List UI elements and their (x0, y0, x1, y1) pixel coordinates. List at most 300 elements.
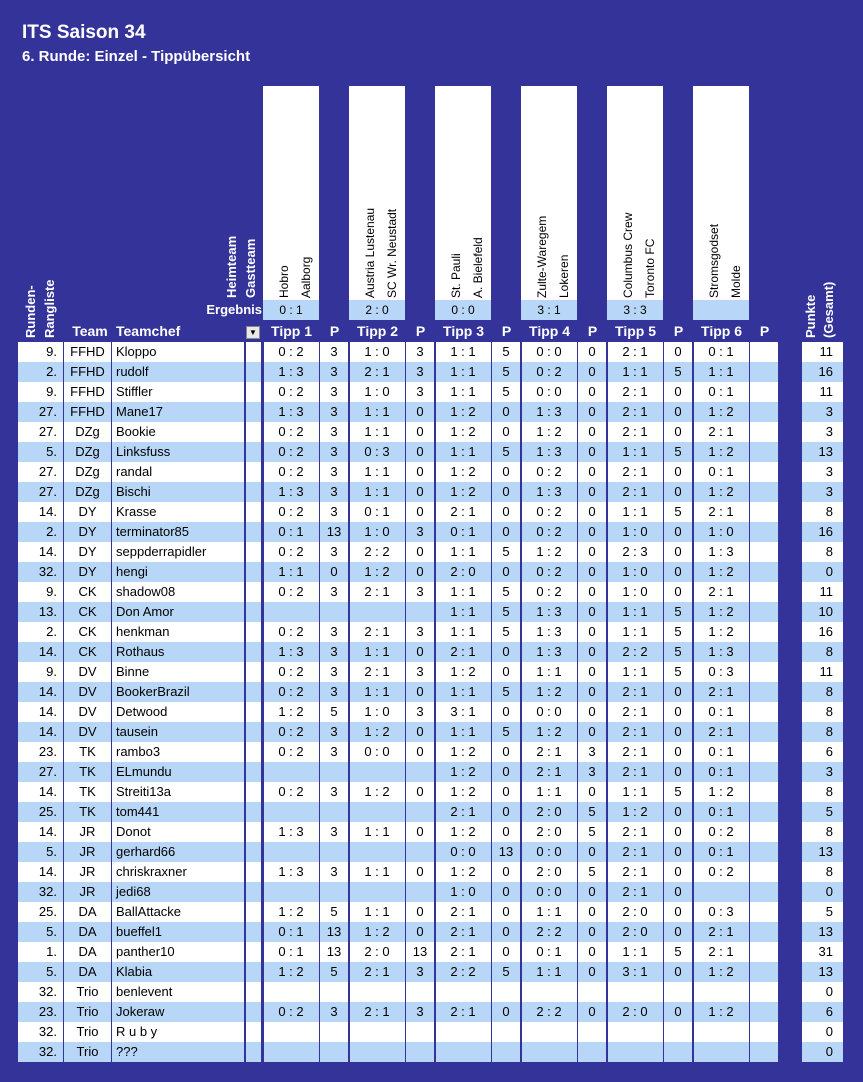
points-cell: 5 (578, 822, 607, 842)
spacer (794, 702, 802, 722)
tipp-cell: 2 : 1 (435, 902, 492, 922)
spacer (794, 522, 802, 542)
tipp-cell: 2 : 3 (607, 542, 664, 562)
spacer (794, 442, 802, 462)
points-cell: 0 (320, 562, 349, 582)
tipp-cell: 1 : 1 (435, 622, 492, 642)
points-cell: 5 (320, 902, 349, 922)
tipp-cell: 0 : 2 (263, 1002, 320, 1022)
table-row (18, 662, 844, 682)
points-cell: 0 (664, 922, 693, 942)
tipp-cell: 0 : 1 (693, 742, 750, 762)
points-cell: 0 (664, 462, 693, 482)
points-cell: 0 (492, 882, 521, 902)
spacer (794, 402, 802, 422)
spacer (794, 342, 802, 362)
points-cell: 3 (320, 422, 349, 442)
table-row (18, 822, 844, 842)
tipp-cell: 1 : 3 (521, 642, 578, 662)
tipp-cell: 2 : 1 (435, 802, 492, 822)
total-points-cell: 3 (802, 402, 844, 422)
team-cell: DA (64, 902, 112, 922)
tipp-cell: 2 : 1 (607, 342, 664, 362)
points-cell (750, 362, 779, 382)
spacer (794, 482, 802, 502)
total-points-cell: 8 (802, 702, 844, 722)
teamchef-cell: Krasse (112, 502, 262, 522)
tipp-cell: 1 : 2 (435, 862, 492, 882)
teamchef-cell: ELmundu (112, 762, 262, 782)
tipp-cell: 0 : 0 (521, 842, 578, 862)
tipp-cell: 2 : 1 (693, 502, 750, 522)
tipp-cell: 1 : 1 (521, 662, 578, 682)
tipp-cell: 1 : 1 (607, 502, 664, 522)
points-cell: 0 (578, 782, 607, 802)
tipp-cell: 1 : 2 (349, 782, 406, 802)
teamchef-cell: BookerBrazil (112, 682, 262, 702)
match-home-team: Columbus Crew (621, 212, 635, 298)
points-cell: 0 (492, 822, 521, 842)
spacer (794, 922, 802, 942)
points-cell: 0 (406, 642, 435, 662)
points-header-4: P (587, 323, 598, 339)
tipp-cell (693, 882, 750, 902)
points-cell (320, 842, 349, 862)
teamchef-cell: Klabia (112, 962, 262, 982)
points-cell (492, 982, 521, 1002)
total-points-cell: 16 (802, 522, 844, 542)
teamchef-cell: tausein (112, 722, 262, 742)
rank-cell: 25. (18, 802, 64, 822)
points-cell (406, 802, 435, 822)
points-cell: 0 (664, 1002, 693, 1022)
points-cell: 0 (492, 482, 521, 502)
total-points-cell: 31 (802, 942, 844, 962)
team-cell: DA (64, 942, 112, 962)
points-cell: 3 (320, 642, 349, 662)
total-points-cell: 8 (802, 782, 844, 802)
points-cell: 0 (406, 682, 435, 702)
teamchef-cell: Jokeraw (112, 1002, 262, 1022)
tipp-cell: 2 : 2 (607, 642, 664, 662)
points-cell (750, 902, 779, 922)
points-cell: 5 (664, 942, 693, 962)
team-cell: DY (64, 502, 112, 522)
tipp-cell: 1 : 1 (607, 622, 664, 642)
teamchef-cell: seppderrapidler (112, 542, 262, 562)
points-cell: 0 (578, 882, 607, 902)
points-cell (492, 1022, 521, 1042)
total-points-cell: 5 (802, 802, 844, 822)
rank-cell: 9. (18, 382, 64, 402)
rank-cell: 14. (18, 542, 64, 562)
points-cell (750, 842, 779, 862)
total-points-cell: 8 (802, 502, 844, 522)
tipp-cell: 0 : 2 (521, 502, 578, 522)
tipp-cell: 2 : 1 (607, 862, 664, 882)
tipp-cell: 2 : 1 (607, 762, 664, 782)
tipp-cell: 3 : 1 (607, 962, 664, 982)
team-cell: FFHD (64, 402, 112, 422)
gastteam-label: Gastteam (243, 238, 258, 298)
tipp-cell: 1 : 2 (521, 722, 578, 742)
total-points-cell: 3 (802, 422, 844, 442)
teamchef-cell: jedi68 (112, 882, 262, 902)
tipp-cell: 0 : 2 (263, 742, 320, 762)
points-cell (406, 842, 435, 862)
points-cell (750, 1002, 779, 1022)
table-row (18, 502, 844, 522)
tipp-cell (263, 1022, 320, 1042)
tipp-cell: 0 : 2 (263, 462, 320, 482)
points-cell (664, 1022, 693, 1042)
points-cell: 0 (492, 502, 521, 522)
points-cell: 3 (320, 862, 349, 882)
tipp-cell (263, 802, 320, 822)
points-cell: 0 (664, 422, 693, 442)
tipp-cell: 1 : 3 (263, 822, 320, 842)
points-cell: 0 (664, 862, 693, 882)
rank-cell: 14. (18, 502, 64, 522)
points-cell: 0 (492, 742, 521, 762)
tipp-cell: 2 : 1 (607, 382, 664, 402)
teamchef-cell: Binne (112, 662, 262, 682)
points-cell: 5 (664, 502, 693, 522)
points-cell: 13 (406, 942, 435, 962)
points-cell: 0 (578, 502, 607, 522)
tipp-cell: 1 : 1 (607, 442, 664, 462)
tipp-cell: 0 : 1 (263, 942, 320, 962)
tipp-cell: 1 : 0 (349, 702, 406, 722)
points-cell: 0 (406, 402, 435, 422)
points-cell: 3 (406, 382, 435, 402)
spacer (794, 962, 802, 982)
teamchef-cell: randal (112, 462, 262, 482)
points-cell (750, 582, 779, 602)
teamchef-cell: Donot (112, 822, 262, 842)
rank-cell: 14. (18, 722, 64, 742)
points-cell: 0 (664, 702, 693, 722)
tipp-cell: 0 : 0 (521, 882, 578, 902)
tipp-cell: 2 : 1 (349, 622, 406, 642)
tipp-cell (349, 842, 406, 862)
points-cell: 0 (492, 762, 521, 782)
rank-cell: 14. (18, 702, 64, 722)
tipp-cell: 1 : 1 (607, 602, 664, 622)
rank-cell: 5. (18, 922, 64, 942)
tipp-cell: 0 : 2 (521, 462, 578, 482)
total-points-cell: 8 (802, 822, 844, 842)
points-cell (664, 1042, 693, 1062)
points-cell: 0 (406, 862, 435, 882)
rank-cell: 5. (18, 962, 64, 982)
tipp-cell (693, 982, 750, 1002)
points-cell: 0 (406, 542, 435, 562)
table-row (18, 882, 844, 902)
table-row (18, 562, 844, 582)
tipp-cell: 1 : 1 (435, 382, 492, 402)
teamchef-cell: shadow08 (112, 582, 262, 602)
tipp-cell: 1 : 1 (435, 722, 492, 742)
tipp-cell: 2 : 1 (349, 662, 406, 682)
team-cell: TK (64, 742, 112, 762)
teamchef-cell: chriskraxner (112, 862, 262, 882)
tipp-cell: 1 : 2 (435, 822, 492, 842)
team-cell: DY (64, 562, 112, 582)
tipp-cell: 1 : 1 (349, 902, 406, 922)
total-points-cell: 6 (802, 1002, 844, 1022)
points-cell: 5 (664, 782, 693, 802)
tipp-cell: 1 : 3 (263, 862, 320, 882)
table-row (18, 1002, 844, 1022)
table-row (18, 802, 844, 822)
tipp-cell: 1 : 3 (693, 642, 750, 662)
column-separator (244, 342, 246, 1062)
points-cell: 0 (664, 682, 693, 702)
total-points-cell: 13 (802, 442, 844, 462)
tipp-cell: 0 : 2 (263, 502, 320, 522)
tipp-cell (607, 1042, 664, 1062)
rank-cell: 32. (18, 1042, 64, 1062)
points-cell: 3 (320, 442, 349, 462)
points-cell: 5 (492, 362, 521, 382)
team-cell: DA (64, 962, 112, 982)
tipp-cell: 2 : 1 (693, 682, 750, 702)
team-cell: DV (64, 662, 112, 682)
tipp-cell: 2 : 1 (435, 922, 492, 942)
points-cell: 0 (578, 962, 607, 982)
points-cell: 13 (320, 922, 349, 942)
points-cell (320, 762, 349, 782)
points-cell: 0 (664, 722, 693, 742)
table-row (18, 402, 844, 422)
tipp-cell: 0 : 2 (521, 582, 578, 602)
tipp-cell: 1 : 2 (349, 562, 406, 582)
tipp-cell: 1 : 2 (693, 782, 750, 802)
rank-cell: 32. (18, 882, 64, 902)
match-away-team: Molde (729, 265, 743, 298)
total-points-cell: 11 (802, 382, 844, 402)
tipp-header-6: Tipp 6 (701, 323, 742, 339)
tipp-cell: 1 : 2 (693, 1002, 750, 1022)
points-cell: 5 (492, 682, 521, 702)
tipp-cell: 0 : 0 (349, 742, 406, 762)
table-row (18, 702, 844, 722)
total-points-cell: 11 (802, 582, 844, 602)
tipp-cell: 1 : 0 (349, 382, 406, 402)
tipp-cell: 0 : 2 (263, 662, 320, 682)
points-cell: 0 (492, 662, 521, 682)
tipp-cell: 1 : 2 (693, 622, 750, 642)
match-away-team: A. Bielefeld (471, 237, 485, 298)
team-cell: DY (64, 522, 112, 542)
rank-cell: 32. (18, 982, 64, 1002)
tipp-cell: 1 : 1 (349, 642, 406, 662)
tipp-cell: 1 : 1 (607, 942, 664, 962)
total-points-cell: 6 (802, 742, 844, 762)
team-cell: JR (64, 822, 112, 842)
points-cell: 0 (492, 942, 521, 962)
tipp-cell: 1 : 1 (435, 582, 492, 602)
points-cell: 5 (492, 722, 521, 742)
tipp-cell: 2 : 0 (521, 862, 578, 882)
points-cell (406, 882, 435, 902)
tipp-cell: 0 : 3 (693, 662, 750, 682)
rank-cell: 5. (18, 442, 64, 462)
spacer (794, 582, 802, 602)
points-cell (664, 982, 693, 1002)
teamchef-cell: hengi (112, 562, 262, 582)
tipp-cell (263, 882, 320, 902)
points-cell (750, 682, 779, 702)
teamchef-cell: panther10 (112, 942, 262, 962)
spacer (794, 742, 802, 762)
rank-cell: 9. (18, 582, 64, 602)
table-row (18, 942, 844, 962)
tipp-cell: 0 : 2 (693, 822, 750, 842)
rank-cell: 27. (18, 402, 64, 422)
tipp-header-4: Tipp 4 (529, 323, 570, 339)
tipp-cell: 1 : 0 (607, 522, 664, 542)
team-cell: JR (64, 842, 112, 862)
points-cell: 0 (664, 822, 693, 842)
tipp-cell: 2 : 0 (607, 1002, 664, 1022)
tipp-cell: 2 : 1 (607, 842, 664, 862)
rank-cell: 2. (18, 522, 64, 542)
rank-cell: 23. (18, 1002, 64, 1022)
points-cell (750, 702, 779, 722)
points-cell: 13 (320, 942, 349, 962)
tipp-cell: 0 : 0 (521, 342, 578, 362)
table-row (18, 1022, 844, 1042)
points-cell: 0 (578, 942, 607, 962)
tipp-cell: 1 : 3 (521, 442, 578, 462)
table-row (18, 522, 844, 542)
gesamt-label: (Gesamt) (821, 281, 836, 338)
points-cell (750, 982, 779, 1002)
tipp-cell: 1 : 2 (435, 482, 492, 502)
points-cell: 5 (664, 602, 693, 622)
tipp-cell: 0 : 1 (693, 382, 750, 402)
points-cell (750, 402, 779, 422)
rank-cell: 27. (18, 482, 64, 502)
tipp-cell: 1 : 2 (435, 462, 492, 482)
points-cell: 3 (320, 622, 349, 642)
tipp-cell: 1 : 1 (435, 542, 492, 562)
points-cell: 3 (406, 362, 435, 382)
teamchef-cell: rudolf (112, 362, 262, 382)
teamchef-cell: Don Amor (112, 602, 262, 622)
tipp-cell (263, 1042, 320, 1062)
points-cell (578, 982, 607, 1002)
column-separator (692, 342, 694, 1062)
points-cell: 0 (578, 422, 607, 442)
points-cell: 0 (492, 402, 521, 422)
points-cell (320, 802, 349, 822)
points-cell: 5 (320, 962, 349, 982)
tipp-cell (263, 602, 320, 622)
rank-cell: 32. (18, 1022, 64, 1042)
teamchef-cell: ??? (112, 1042, 262, 1062)
points-header-1: P (329, 323, 340, 339)
table-row (18, 862, 844, 882)
points-cell: 0 (664, 742, 693, 762)
tipp-cell: 2 : 2 (435, 962, 492, 982)
tipp-cell: 0 : 2 (263, 442, 320, 462)
tipp-cell: 2 : 1 (607, 882, 664, 902)
points-cell: 13 (320, 522, 349, 542)
tipp-cell (521, 1042, 578, 1062)
points-cell (750, 762, 779, 782)
total-points-cell: 0 (802, 982, 844, 1002)
points-cell (406, 602, 435, 622)
rank-cell: 27. (18, 462, 64, 482)
total-points-cell: 3 (802, 762, 844, 782)
tipp-cell (349, 1022, 406, 1042)
tipp-cell: 3 : 1 (435, 702, 492, 722)
points-cell: 0 (578, 662, 607, 682)
tipp-cell: 2 : 1 (349, 582, 406, 602)
points-header-6: P (759, 323, 770, 339)
points-cell: 0 (492, 522, 521, 542)
points-cell (750, 922, 779, 942)
table-row (18, 582, 844, 602)
points-cell: 0 (664, 902, 693, 922)
rank-cell: 14. (18, 682, 64, 702)
tipp-cell: 2 : 1 (607, 482, 664, 502)
rank-cell: 23. (18, 742, 64, 762)
points-cell (750, 822, 779, 842)
points-cell (750, 722, 779, 742)
points-cell: 5 (664, 622, 693, 642)
tipp-cell: 0 : 2 (263, 342, 320, 362)
points-cell: 5 (492, 342, 521, 362)
tipp-cell: 0 : 1 (349, 502, 406, 522)
points-cell (750, 862, 779, 882)
table-row (18, 442, 844, 462)
table-row (18, 622, 844, 642)
team-cell: FFHD (64, 342, 112, 362)
team-cell: DV (64, 702, 112, 722)
tipp-cell: 2 : 1 (607, 722, 664, 742)
teamchef-filter-dropdown[interactable]: ▼ (246, 326, 260, 339)
teamchef-cell: bueffel1 (112, 922, 262, 942)
tipp-cell: 1 : 2 (263, 902, 320, 922)
points-cell: 3 (406, 582, 435, 602)
points-cell (320, 982, 349, 1002)
tipp-cell: 0 : 1 (693, 462, 750, 482)
points-cell (320, 1022, 349, 1042)
points-cell: 3 (406, 1002, 435, 1022)
tipp-cell: 1 : 3 (263, 642, 320, 662)
tipp-cell: 1 : 1 (435, 442, 492, 462)
tipp-cell (521, 982, 578, 1002)
tipp-cell: 1 : 0 (607, 582, 664, 602)
points-cell: 0 (578, 582, 607, 602)
spacer (794, 1022, 802, 1042)
table-row (18, 602, 844, 622)
tipp-header-2: Tipp 2 (357, 323, 398, 339)
total-points-cell: 16 (802, 622, 844, 642)
points-cell: 0 (492, 862, 521, 882)
points-cell: 0 (578, 522, 607, 542)
teamchef-cell: Detwood (112, 702, 262, 722)
tipp-cell: 0 : 2 (263, 782, 320, 802)
team-cell: FFHD (64, 382, 112, 402)
tipp-cell (349, 802, 406, 822)
points-cell: 0 (406, 422, 435, 442)
team-cell: Trio (64, 1022, 112, 1042)
